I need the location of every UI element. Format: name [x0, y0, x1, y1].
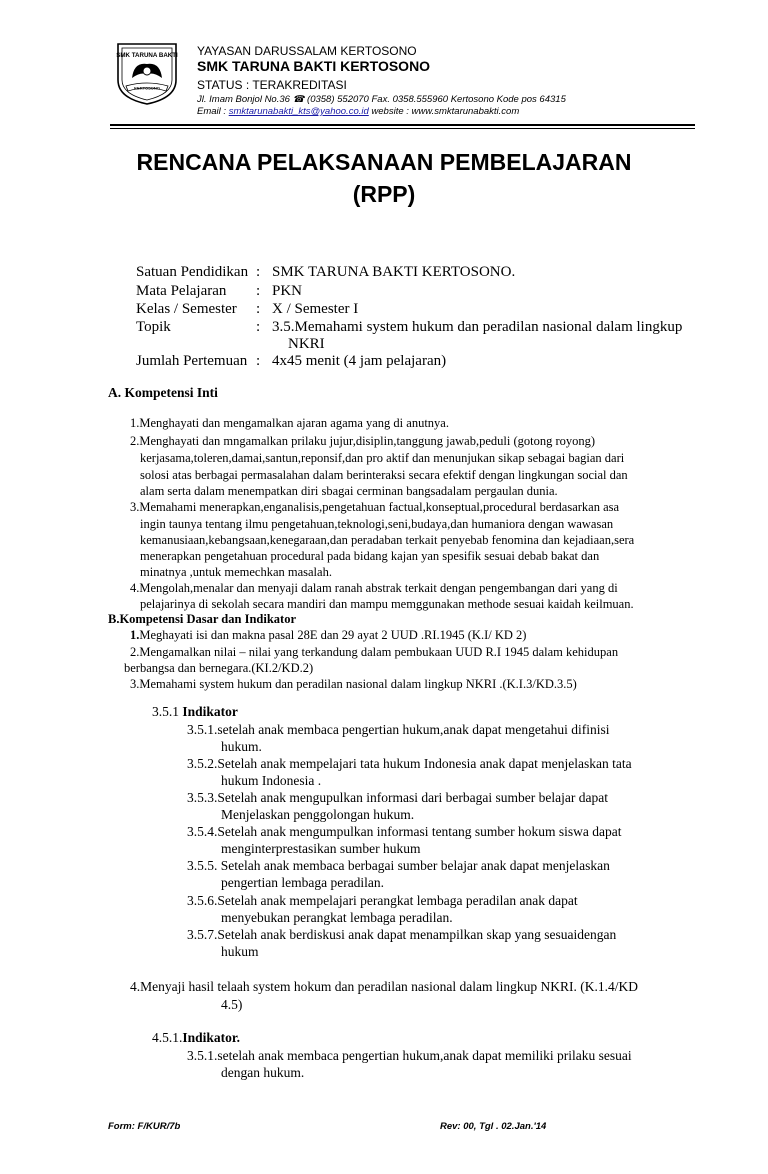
ki-line: menerapkan pengetahuan procedural pada bidang kajan yan spesifik sesuai debab bakat dan [140, 549, 600, 563]
school-address: Jl. Imam Bonjol No.36 ☎ (0358) 552070 Fax. 0358.555960 Kertosono Kode pos 64315 [197, 94, 566, 105]
indikator-line: 3.5.1.setelah anak membaca pengertian hukum,anak dapat memiliki prilaku sesuai [187, 1048, 632, 1063]
identity-value: SMK TARUNA BAKTI KERTOSONO. [272, 264, 516, 280]
ki-line: 2.Menghayati dan mngamalkan prilaku jujur,disiplin,tanggung jawab,peduli (gotong royong) [130, 434, 596, 448]
school-logo [112, 40, 182, 106]
kd-line: berbangsa dan bernegara.(KI.2/KD.2) [124, 661, 314, 675]
indikator-line: 3.5.6.Setelah anak mempelajari perangkat lembaga peradilan anak dapat [187, 893, 578, 908]
identity-value-cont: NKRI [288, 336, 325, 352]
ki-line: solosi atas berbagai permasalahan dalam berinteraksi secara efektif dengan lingkungan social dan [140, 468, 628, 482]
identity-colon: : [256, 353, 261, 369]
identity-label: Kelas / Semester [136, 301, 237, 317]
header-divider-thin [110, 128, 695, 129]
email-label: Email : [197, 106, 229, 117]
indikator-line: 3.5.3.Setelah anak mengupulkan informasi dari berbagai sumber belajar dapat [187, 790, 608, 805]
indikator-line: menyebukan perangkat lembaga peradilan. [221, 910, 453, 925]
identity-label: Topik [136, 319, 171, 335]
identity-label: Jumlah Pertemuan [136, 353, 248, 369]
document-subtitle: (RPP) [352, 181, 416, 207]
indikator-line: 3.5.2.Setelah anak mempelajari tata hukum Indonesia anak dapat menjelaskan tata [187, 756, 632, 771]
ki-line: 1.Menghayati dan mengamalkan ajaran agama yang di anutnya. [130, 416, 449, 430]
indikator-label: Indikator. [182, 1030, 241, 1045]
ki-line: 4.Mengolah,menalar dan menyaji dalam ranah abstrak terkait dengan pengembangan dari yang di [130, 581, 618, 595]
indikator-line: hukum [221, 944, 259, 959]
school-name: SMK TARUNA BAKTI KERTOSONO [197, 58, 431, 74]
identity-colon: : [256, 283, 261, 299]
identity-value: 4x45 menit (4 jam pelajaran) [272, 353, 447, 369]
indikator-line: 3.5.1.setelah anak membaca pengertian hukum,anak dapat mengetahui difinisi [187, 722, 610, 737]
ki-line: 3.Memahami menerapkan,enganalisis,pengetahuan factual,konseptual,procedural berdasarkan asa [130, 500, 620, 514]
kd-line: 3.Memahami system hukum dan peradilan nasional dalam lingkup NKRI .(K.I.3/KD.3.5) [130, 677, 577, 691]
indikator-line: dengan hukum. [221, 1065, 305, 1080]
indikator-line: 3.5.7.Setelah anak berdiskusi anak dapat menampilkan skap yang sesuaidengan [187, 927, 617, 942]
section-b-heading: B.Kompetensi Dasar dan Indikator [108, 612, 296, 626]
kd-line: 4.Menyaji hasil telaah system hokum dan peradilan nasional dalam lingkup NKRI. (K.1.4/KD [130, 979, 639, 994]
indikator-line: menginterprestasikan sumber hukum [221, 841, 421, 856]
kd-number: 1. [130, 628, 140, 642]
accreditation-status: STATUS : TERAKREDITASI [197, 78, 347, 92]
form-code: Form: F/KUR/7b [108, 1121, 181, 1132]
indikator-line: pengertian lembaga peradilan. [221, 875, 385, 890]
kd-line: 2.Mengamalkan nilai – nilai yang terkandung dalam pembukaan UUD R.I 1945 dalam kehidupan [130, 645, 619, 659]
ki-line: alam serta dalam menempatkan diri sbagai cerminan bangsadalam pergaulan dunia. [140, 484, 558, 498]
ki-line: kerjasama,toleren,damai,santun,reponsif,dan pro aktif dan menunjukan sikap sebagai bagian dari [140, 451, 625, 465]
identity-value: PKN [272, 283, 303, 299]
section-a-heading: A. Kompetensi Inti [108, 385, 218, 400]
indikator-line: hukum Indonesia . [221, 773, 322, 788]
ki-line: pelajarinya di sekolah secara mandiri dan mampu memggunakan methode sesuai kaidah keilmuan. [140, 597, 634, 611]
email-link[interactable]: smktarunabakti_kts@yahoo.co.id [228, 106, 369, 117]
identity-colon: : [256, 264, 261, 280]
indikator-line: Menjelaskan penggolongan hukum. [221, 807, 415, 822]
indikator-label: Indikator [182, 704, 238, 719]
kd-line [130, 628, 526, 643]
website-text: website : www.smktarunabakti.com [368, 106, 520, 117]
identity-value: X / Semester I [272, 301, 359, 317]
kd-text: Meghayati isi dan makna pasal 28E dan 29 ayat 2 UUD .RI.1945 (K.I/ KD 2) [139, 628, 527, 642]
foundation-name: YAYASAN DARUSSALAM KERTOSONO [197, 44, 417, 58]
ki-line: ingin taunya tentang ilmu pengetahuan,teknologi,seni,budaya,dan humaniora dengan wawasan [140, 517, 614, 531]
identity-label: Mata Pelajaran [136, 283, 227, 299]
logo-subtext: KERTOSONO [134, 85, 160, 91]
kd-line: 4.5) [221, 997, 243, 1012]
indikator-line: 3.5.4.Setelah anak mengumpulkan informasi tentang sumber hokum siswa dapat [187, 824, 622, 839]
indikator-number: 3.5.1 [152, 704, 183, 719]
indikator-number: 4.5.1. [152, 1030, 183, 1045]
contact-line [197, 106, 519, 117]
ki-line: minatnya ,untuk memechkan masalah. [140, 565, 332, 579]
logo-text: SMK TARUNA BAKTI [116, 52, 178, 59]
header-divider-thick [110, 124, 695, 126]
identity-colon: : [256, 301, 261, 317]
indikator-heading [152, 704, 238, 720]
identity-value: 3.5.Memahami system hukum dan peradilan nasional dalam lingkup [272, 319, 683, 335]
revision-info: Rev: 00, Tgl . 02.Jan.'14 [440, 1121, 547, 1132]
identity-label: Satuan Pendidikan [136, 264, 249, 280]
ki-line: kemanusiaan,kebangsaan,kenegaraan,dan peradaban terkait penyebab fenomina dan kejadiaan,sera [140, 533, 635, 547]
document-title: RENCANA PELAKSANAAN PEMBELAJARAN [136, 149, 632, 175]
indikator-line: 3.5.5. Setelah anak membaca berbagai sumber belajar anak dapat menjelaskan [187, 858, 610, 873]
indikator-line: hukum. [221, 739, 262, 754]
identity-colon: : [256, 319, 261, 335]
indikator-heading [152, 1030, 240, 1046]
